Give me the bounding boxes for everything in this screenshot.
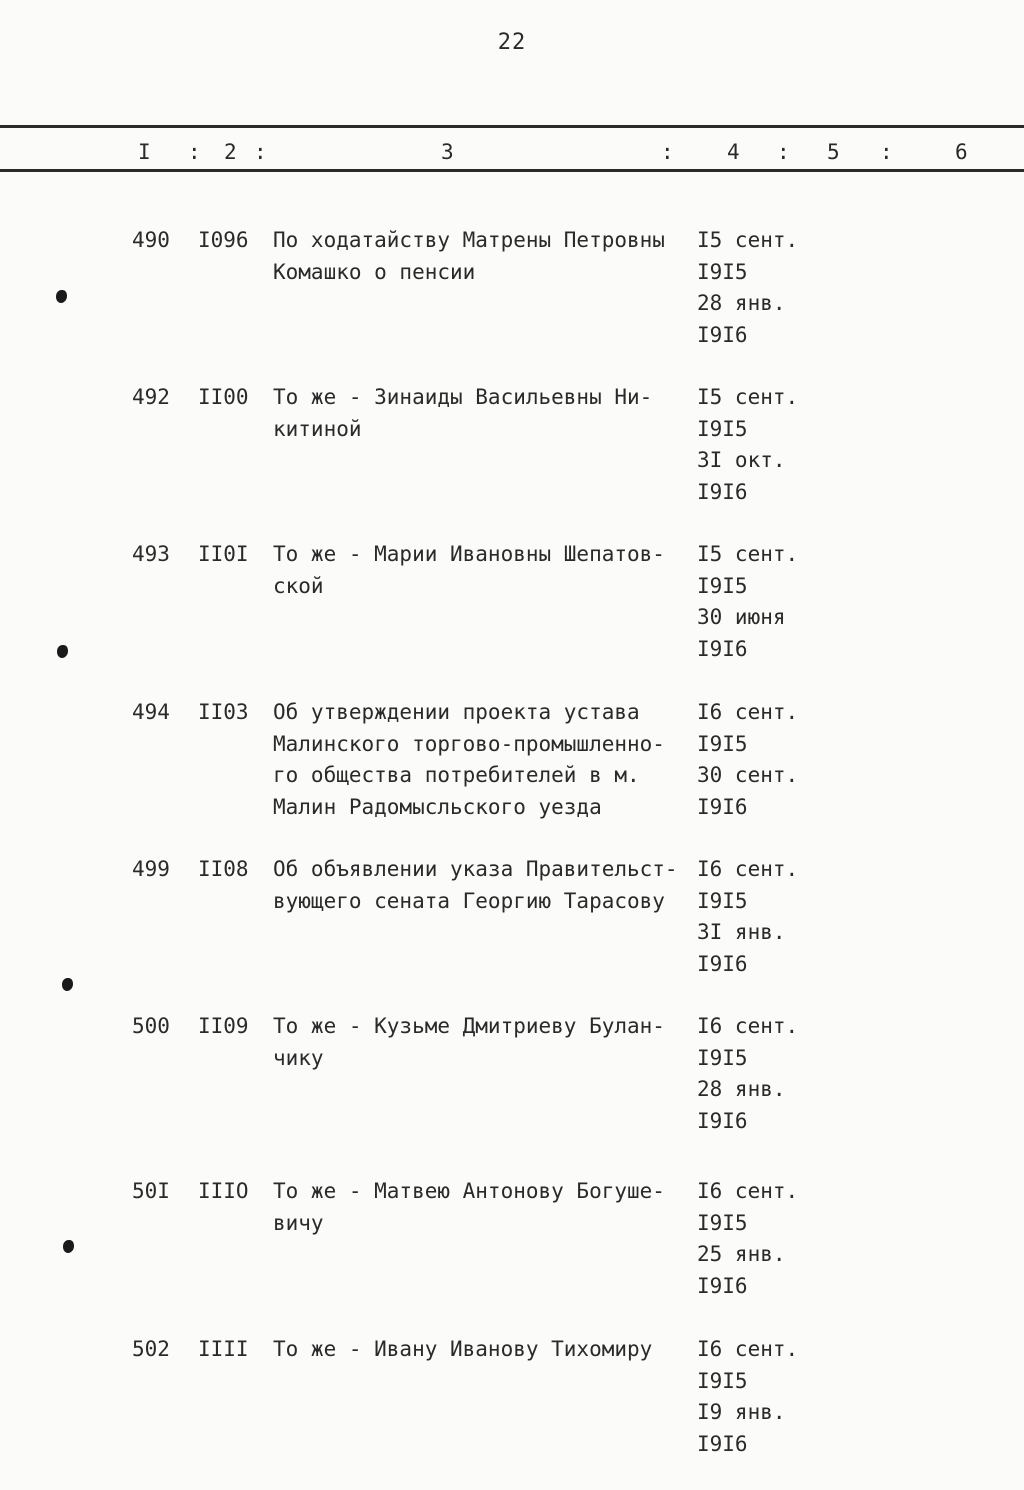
record-date-line: I6 сент. bbox=[697, 1337, 799, 1361]
record-dates bbox=[697, 1011, 827, 1137]
record-title-line: То же - Ивану Иванову Тихомиру bbox=[273, 1337, 653, 1361]
record-number: 499 bbox=[132, 857, 170, 881]
record-date-line: I9I6 bbox=[697, 794, 748, 819]
record-title-line: Об утверждении проекта устава bbox=[273, 700, 640, 724]
record-date-line: I9I5 bbox=[697, 1045, 748, 1070]
record-date-line: I5 сент. bbox=[697, 385, 799, 409]
punch-hole-mark bbox=[63, 1240, 74, 1253]
record-dates bbox=[697, 1176, 827, 1302]
record-date-line: I5 сент. bbox=[697, 542, 799, 566]
column-separator: : bbox=[254, 140, 267, 164]
column-header-1: I bbox=[138, 140, 151, 164]
column-header-3: 3 bbox=[441, 140, 454, 164]
record-title-line: го общества потребителей в м. bbox=[273, 763, 640, 787]
record-title bbox=[273, 1011, 691, 1074]
record-code: II0I bbox=[198, 542, 249, 566]
record-number: 502 bbox=[132, 1337, 170, 1361]
record-date-line: I9 янв. bbox=[697, 1400, 786, 1424]
column-header-2: 2 bbox=[224, 140, 237, 164]
record-dates bbox=[697, 225, 827, 351]
record-date-line: I6 сент. bbox=[697, 857, 799, 881]
record-code: II08 bbox=[198, 857, 249, 881]
record-date-line: 25 янв. bbox=[697, 1242, 786, 1266]
record-title-line: Малин Радомысльского уезда bbox=[273, 794, 602, 819]
record-code: IIII bbox=[198, 1337, 249, 1361]
page-number: 22 bbox=[497, 30, 527, 55]
column-header-row bbox=[0, 140, 1024, 168]
record-title-line: Комашко о пенсии bbox=[273, 259, 476, 284]
record-title bbox=[273, 1334, 691, 1366]
column-header-4: 4 bbox=[727, 140, 740, 164]
record-date-line: I9I5 bbox=[697, 731, 748, 756]
record-title-line: чику bbox=[273, 1045, 324, 1070]
record-date-line: I9I6 bbox=[697, 479, 748, 504]
record-code: IIIO bbox=[198, 1179, 249, 1203]
record-dates bbox=[697, 854, 827, 980]
record-number: 493 bbox=[132, 542, 170, 566]
record-title-line: вичу bbox=[273, 1210, 324, 1235]
record-date-line: I9I6 bbox=[697, 1431, 748, 1456]
record-title-line: Об объявлении указа Правительст- bbox=[273, 857, 678, 881]
record-date-line: 3I янв. bbox=[697, 920, 786, 944]
column-header-5: 5 bbox=[827, 140, 840, 164]
record-date-line: I9I6 bbox=[697, 322, 748, 347]
record-title bbox=[273, 382, 691, 445]
record-title-line: Малинского торгово-промышленно- bbox=[273, 731, 665, 756]
record-title bbox=[273, 539, 691, 602]
record-number: 492 bbox=[132, 385, 170, 409]
record-code: II09 bbox=[198, 1014, 249, 1038]
record-date-line: I9I5 bbox=[697, 1210, 748, 1235]
record-date-line: I5 сент. bbox=[697, 228, 799, 252]
record-dates bbox=[697, 697, 827, 823]
record-date-line: 28 янв. bbox=[697, 291, 786, 315]
record-title bbox=[273, 225, 691, 288]
record-date-line: I9I6 bbox=[697, 1273, 748, 1298]
record-date-line: I6 сент. bbox=[697, 1014, 799, 1038]
punch-hole-mark bbox=[56, 290, 67, 303]
record-code: II03 bbox=[198, 700, 249, 724]
record-date-line: 28 янв. bbox=[697, 1077, 786, 1101]
record-title-line: вующего сената Георгию Тарасову bbox=[273, 888, 665, 913]
record-date-line: I9I5 bbox=[697, 888, 748, 913]
header-top-rule bbox=[0, 125, 1024, 128]
record-title bbox=[273, 1176, 691, 1239]
record-date-line: 30 сент. bbox=[697, 763, 799, 787]
record-title-line: То же - Кузьме Дмитриеву Булан- bbox=[273, 1014, 665, 1038]
record-title-line: ской bbox=[273, 573, 324, 598]
record-date-line: I6 сент. bbox=[697, 700, 799, 724]
column-separator: : bbox=[661, 140, 674, 164]
record-code: I096 bbox=[198, 228, 249, 252]
column-separator: : bbox=[880, 140, 893, 164]
record-date-line: I9I5 bbox=[697, 1368, 748, 1393]
record-title-line: По ходатайству Матрены Петровны bbox=[273, 228, 665, 252]
record-dates bbox=[697, 382, 827, 508]
record-code: II00 bbox=[198, 385, 249, 409]
record-date-line: 30 июня bbox=[697, 605, 786, 629]
record-date-line: I9I6 bbox=[697, 1108, 748, 1133]
record-number: 494 bbox=[132, 700, 170, 724]
punch-hole-mark bbox=[57, 645, 68, 658]
record-dates bbox=[697, 1334, 827, 1460]
record-date-line: I6 сент. bbox=[697, 1179, 799, 1203]
record-date-line: I9I6 bbox=[697, 636, 748, 661]
record-date-line: I9I5 bbox=[697, 259, 748, 284]
column-header-6: 6 bbox=[955, 140, 968, 164]
record-title bbox=[273, 697, 691, 823]
column-separator: : bbox=[188, 140, 201, 164]
record-title-line: То же - Матвею Антонову Богуше- bbox=[273, 1179, 665, 1203]
record-date-line: I9I5 bbox=[697, 573, 748, 598]
record-title-line: китиной bbox=[273, 416, 362, 441]
record-number: 490 bbox=[132, 228, 170, 252]
header-bottom-rule bbox=[0, 169, 1024, 172]
record-title-line: То же - Марии Ивановны Шепатов- bbox=[273, 542, 665, 566]
record-number: 50I bbox=[132, 1179, 170, 1203]
record-title bbox=[273, 854, 691, 917]
record-dates bbox=[697, 539, 827, 665]
record-date-line: I9I5 bbox=[697, 416, 748, 441]
record-number: 500 bbox=[132, 1014, 170, 1038]
record-date-line: 3I окт. bbox=[697, 448, 786, 472]
punch-hole-mark bbox=[62, 978, 73, 991]
record-title-line: То же - Зинаиды Васильевны Ни- bbox=[273, 385, 653, 409]
column-separator: : bbox=[777, 140, 790, 164]
record-date-line: I9I6 bbox=[697, 951, 748, 976]
